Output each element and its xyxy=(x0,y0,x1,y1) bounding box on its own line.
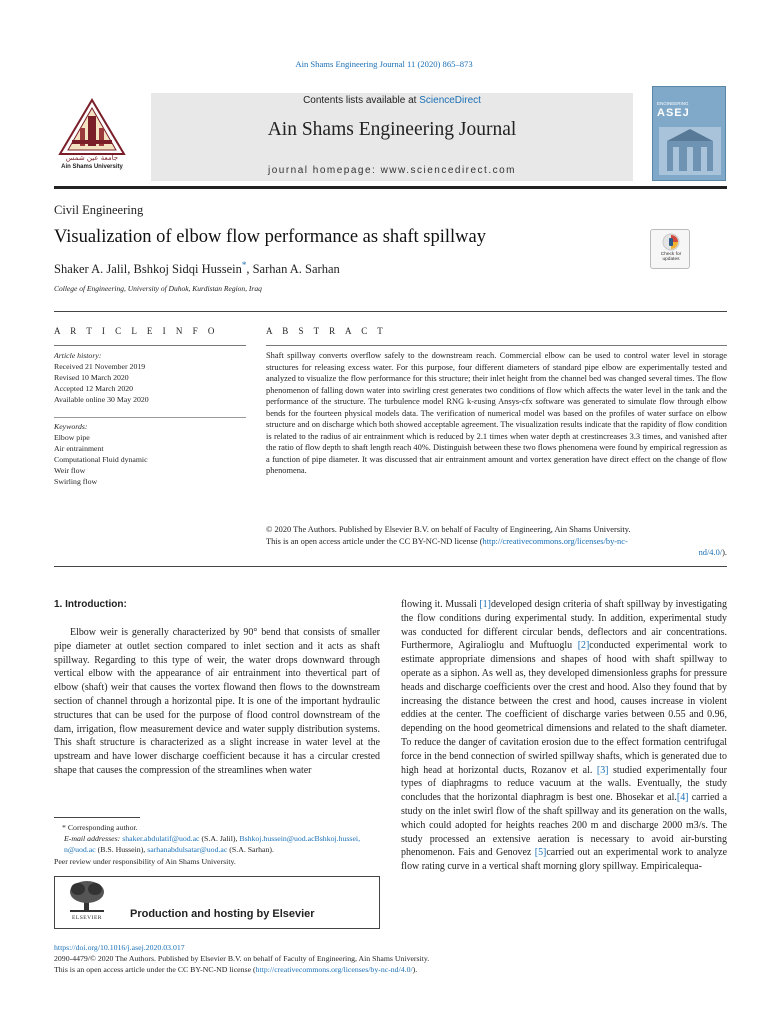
license-link-end[interactable]: nd/4.0/ xyxy=(698,548,723,557)
intro-text: carried a study on the inlet swirl flow of the shaft spillway and its generation on the walls, which could adopted for heights reaches 200 m and discharge 2000 m3/s. The study processed an extensive aeration is necessary to avoid air-bursting phenomenon. Fais and Genovez xyxy=(401,792,727,859)
introduction-text-left: Elbow weir is generally characterized by 90° bend that consists of smaller pipe diameter at outlet section compared to inlet section and it acts as shaft spillway. Regarding to this type of weir, the water drops downward through vertical elbow with the appearance of air entrainment into thevertical part of elbow (shaft) weir that causes the vortex flowand then flows to the downstream section of channel through a horizontal pipe. It is one of the important hydraulic structures that can be used for the purpose of flood control downstream of the dam, irrigation, flow measurement device and water supply distribution systems. This shaft structure is characterized as a slight increase in water level at the upstream and have lower discharge coefficient because it has a circular crested shape that causes the compression of the streamlines when water xyxy=(54,627,380,776)
intro-text: conducted experimental work to estimate appropriate dimensions and shapes of hood with shaft spillway to operate as a siphon. As well as, they developed dimensionless graphs for pressure heads and discharge coefficients over the crest and hood. Also they found that by increasing the distance between the crest and hood, causes increase in violent eddies at the center. The coefficient of discharge varies between 0.55 and 0.96, depending on the hood geometrical dimensions and related to the shaft diameter. To reduce the danger of cavitation erosion due to the effect formation centrifugal force in the bend connection of swirled spillway shafts, which is generated due to high head at horizontal ducts, Rozanov et al. xyxy=(401,640,727,776)
contents-prefix: Contents lists available at xyxy=(303,95,420,106)
university-logo xyxy=(54,98,130,174)
check-updates-label: Check for updates xyxy=(660,252,682,263)
article-info-heading: A R T I C L E I N F O xyxy=(54,326,219,336)
corresponding-author-note: * Corresponding author. xyxy=(62,823,138,832)
author-list xyxy=(54,260,340,277)
intro-text: flowing it. Mussali xyxy=(401,599,480,610)
check-for-updates-button[interactable] xyxy=(650,229,690,269)
email-label: E-mail addresses: xyxy=(64,834,121,843)
keyword-item: Computational Fluid dynamic xyxy=(54,455,148,464)
university-arabic-name: جامعة عين شمس xyxy=(65,154,119,162)
email-owner: (S.A. Sarhan). xyxy=(227,845,274,855)
license-prefix: This is an open access article under the CC BY-NC-ND license ( xyxy=(266,536,483,546)
introduction-text-right xyxy=(401,598,727,874)
corresponding-author-marker[interactable]: * xyxy=(241,260,247,270)
university-crest-icon xyxy=(54,98,130,174)
cover-brand: ASEJ xyxy=(657,107,690,119)
keyword-item: Air entrainment xyxy=(54,444,104,453)
abstract-license xyxy=(266,536,727,548)
license-suffix: ). xyxy=(722,548,727,557)
citation-link[interactable]: [2] xyxy=(577,640,590,652)
abstract-heading: A B S T R A C T xyxy=(266,326,387,336)
elsevier-tree-icon xyxy=(62,880,112,914)
intro-text: developed design criteria of shaft spillway by investigating the flow conditions during experimental study. In addition, experimental study was conducted for different circular bends, deflectors and air concentrations. Furthermore, Agiralioglu and Muftuoglu xyxy=(401,599,727,652)
university-name: Ain Shams University xyxy=(61,164,123,170)
oa-license-link[interactable]: http://creativecommons.org/licenses/by-nc-nd/4.0/ xyxy=(255,965,413,974)
section-divider xyxy=(54,566,727,567)
section-divider xyxy=(54,311,727,312)
email-link[interactable]: shaker.abdulatif@uod.ac xyxy=(122,834,200,843)
history-rule xyxy=(54,417,246,418)
sciencedirect-link[interactable]: ScienceDirect xyxy=(419,95,481,106)
abstract-copyright: © 2020 The Authors. Published by Elsevier B.V. on behalf of Faculty of Engineering, Ain Shams University. xyxy=(266,525,631,534)
license-link[interactable]: http://creativecommons.org/licenses/by-nc- xyxy=(482,536,628,546)
journal-cover-thumbnail[interactable] xyxy=(652,86,726,181)
open-access-line xyxy=(54,964,417,975)
cover-top-label: ENGINEERING xyxy=(657,101,689,106)
email-owner: (B.S. Hussein), xyxy=(95,845,148,855)
license-link-continued xyxy=(266,547,727,559)
citation-link[interactable]: [3] xyxy=(596,764,609,776)
masthead-rule xyxy=(54,186,727,189)
paper-title: Visualization of elbow flow performance as shaft spillway xyxy=(54,227,486,247)
history-accepted: Accepted 12 March 2020 xyxy=(54,384,134,393)
journal-reference[interactable]: Ain Shams Engineering Journal 11 (2020) 865–873 xyxy=(295,59,473,69)
email-link[interactable]: sarhanabdulsatar@uod.ac xyxy=(147,845,228,855)
email-link[interactable]: Bshkoj.hussein@uod.acBshkoj.hussei, n@uod.ac xyxy=(64,834,361,855)
affiliation: College of Engineering, University of Duhok, Kurdistan Region, Iraq xyxy=(54,284,262,293)
cover-building-icon xyxy=(659,127,721,175)
citation-link[interactable]: [5] xyxy=(534,847,547,859)
keyword-item: Swirling flow xyxy=(54,477,98,486)
email-addresses xyxy=(54,833,380,855)
journal-name: Ain Shams Engineering Journal xyxy=(267,119,517,140)
production-hosting-label: Production and hosting by Elsevier xyxy=(130,908,315,920)
intro-text: carried out an experimental work to analyze flow rating curve in a vertical shaft morning glory spillway. Empiricalequa- xyxy=(401,847,727,873)
history-received: Received 21 November 2019 xyxy=(54,362,146,371)
abstract-rule xyxy=(266,345,727,346)
citation-link[interactable]: [4] xyxy=(676,792,689,804)
article-info-rule xyxy=(54,345,246,346)
authors-last: , Sarhan A. Sarhan xyxy=(246,262,340,277)
oa-prefix: This is an open access article under the CC BY-NC-ND license ( xyxy=(54,965,256,974)
article-section: Civil Engineering xyxy=(54,203,144,217)
keyword-item: Elbow pipe xyxy=(54,433,90,442)
abstract-text: Shaft spillway converts overflow safely to the downstream reach. Commercial elbow can be used to control water level in storage structures for releasing excess water. For this purpose, four different diameters of standard pipe elbow are experimentally tested and analyzed to visualize the flow performance for this structure; their inlet height from the channel bed was changed several times. The flow phenomenon of falling down water into swirling crest generates two conditions of flow which affects the water level in the tank and the performance of the structure. The turbulence model RNG k-εusing Ansys-cfx software was generated to simulate flow through elbow bends for the fourteen physical models data. The verification of numerical model was based on the profiles of water surface on elbow structure and on discharge which both showed acceptable agreement. The visualization results indicate that the rapidity of flow condition is related to the radius of air entrainment which is reduced by 2.1 times when water depth at crestincreases 3.3 times, and vanished after the ratio of flow depth to shaft length reach 40%. Distinguish between these two flows phenomena were found by empirical regression as a function of pipe diameter. It was discussed that air entrainment amount and vortex generation have direct effect on the change of flow phenomena. xyxy=(266,351,727,476)
journal-homepage-link[interactable]: journal homepage: www.sciencedirect.com xyxy=(267,165,517,176)
history-online: Available online 30 May 2020 xyxy=(54,395,149,404)
check-updates-icon xyxy=(662,233,680,251)
keywords-label: Keywords: xyxy=(54,422,88,431)
oa-suffix: ). xyxy=(412,965,418,974)
intro-text: studied experimentally four types of diaphragms to reduce vacuum at the walls. Eventually, the study concludes that the horizontal diaphragm is best one. Bhosekar et al. xyxy=(401,764,727,804)
introduction-heading: 1. Introduction: xyxy=(54,599,127,610)
keyword-item: Weir flow xyxy=(54,466,86,475)
history-label: Article history: xyxy=(54,351,102,360)
contents-line xyxy=(151,95,633,106)
elsevier-wordmark: ELSEVIER xyxy=(72,915,102,921)
footnote-rule xyxy=(54,817,140,818)
history-revised: Revised 10 March 2020 xyxy=(54,373,129,382)
authors-first: Shaker A. Jalil, Bshkoj Sidqi Hussein xyxy=(54,262,242,277)
citation-link[interactable]: [1] xyxy=(479,599,491,610)
doi-link[interactable]: https://doi.org/10.1016/j.asej.2020.03.017 xyxy=(54,943,185,952)
email-owner: (S.A. Jalil), xyxy=(199,834,240,843)
peer-review-note: Peer review under responsibility of Ain Shams University. xyxy=(54,857,236,866)
issn-copyright: 2090-4479/© 2020 The Authors. Published by Elsevier B.V. on behalf of Faculty of Engineering, Ain Shams University. xyxy=(54,954,430,963)
